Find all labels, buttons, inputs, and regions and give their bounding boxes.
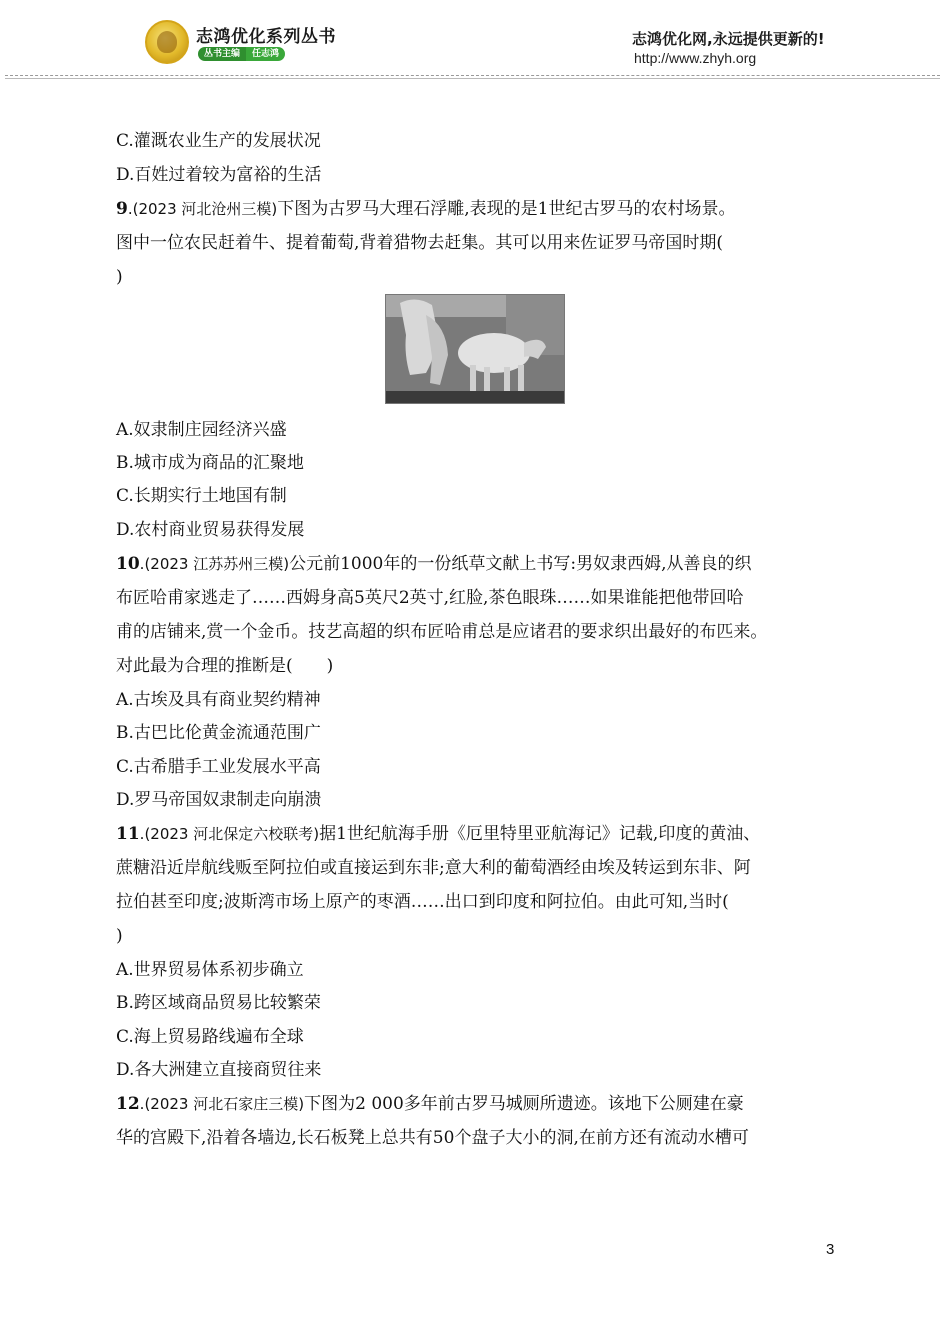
option-text: D.各大洲建立直接商贸往来	[116, 1060, 322, 1080]
question-source: .(2023 河北沧州三模)	[127, 200, 278, 218]
question-source: .(2023 河北保定六校联考)	[139, 825, 320, 843]
question-9-line	[116, 198, 735, 220]
question-number: 11	[116, 824, 140, 844]
question-text: 华的宫殿下,沿着各墙边,长石板凳上总共有50个盘子大小的洞,在前方还有流动水槽可	[116, 1128, 749, 1148]
page-number: 3	[826, 1241, 835, 1258]
publisher-logo	[145, 20, 189, 64]
question-number: 10	[116, 554, 140, 574]
question-number: 12	[116, 1094, 140, 1114]
option-text: B.城市成为商品的汇聚地	[116, 453, 304, 473]
option-text: A.奴隶制庄园经济兴盛	[116, 420, 287, 440]
question-text: 蔗糖沿近岸航线贩至阿拉伯或直接运到东非;意大利的葡萄酒经由埃及转运到东非、阿	[116, 858, 751, 878]
question-text: 下图为古罗马大理石浮雕,表现的是1世纪古罗马的农村场景。	[277, 199, 736, 219]
option-text: C.古希腊手工业发展水平高	[116, 757, 321, 777]
series-title: 志鸿优化系列丛书	[196, 27, 336, 47]
editor-label: 丛书主编	[198, 47, 246, 61]
option-text: A.世界贸易体系初步确立	[116, 960, 304, 980]
page-header	[0, 0, 950, 80]
header-url[interactable]: http://www.zhyh.org	[634, 50, 757, 66]
option-text: D.罗马帝国奴隶制走向崩溃	[116, 790, 322, 810]
header-rule-dashed	[5, 75, 940, 76]
option-text: A.古埃及具有商业契约精神	[116, 690, 321, 710]
option-text: D.百姓过着较为富裕的生活	[116, 165, 322, 185]
question-text: 公元前1000年的一份纸草文献上书写:男奴隶西姆,从善良的织	[289, 554, 752, 574]
header-slogan: 志鸿优化网,永远提供更新的!	[632, 30, 825, 48]
relief-drawing	[386, 295, 565, 404]
option-text: B.跨区域商品贸易比较繁荣	[116, 993, 321, 1013]
option-text: C.灌溉农业生产的发展状况	[116, 131, 321, 151]
question-text: )	[116, 926, 123, 946]
question-text: 图中一位农民赶着牛、提着葡萄,背着猎物去赶集。其可以用来佐证罗马帝国时期(	[116, 233, 724, 253]
question-source: .(2023 江苏苏州三模)	[139, 555, 290, 573]
question-text: 拉伯甚至印度;波斯湾市场上原产的枣酒……出口到印度和阿拉伯。由此可知,当时(	[116, 892, 729, 912]
question-text: )	[116, 267, 123, 287]
question-text: 据1世纪航海手册《厄里特里亚航海记》记载,印度的黄油、	[319, 824, 761, 844]
option-text: C.海上贸易路线遍布全球	[116, 1027, 304, 1047]
question-11-line	[116, 823, 760, 845]
option-text: C.长期实行土地国有制	[116, 486, 287, 506]
question-10-line	[116, 553, 752, 575]
roman-relief-image	[385, 294, 565, 404]
question-source: .(2023 河北石家庄三模)	[139, 1095, 305, 1113]
option-text: B.古巴比伦黄金流通范围广	[116, 723, 321, 743]
question-12-line	[116, 1093, 744, 1115]
editor-name: 任志鸿	[246, 47, 285, 61]
header-rule	[5, 78, 940, 79]
question-text: 下图为2 000多年前古罗马城厕所遗迹。该地下公厕建在豪	[304, 1094, 744, 1114]
editor-badge	[198, 47, 285, 61]
question-number: 9	[116, 199, 128, 219]
question-text: 甫的店铺来,赏一个金币。技艺高超的织布匠哈甫总是应诸君的要求织出最好的布匹来。	[116, 622, 768, 642]
option-text: D.农村商业贸易获得发展	[116, 520, 305, 540]
question-text: 对此最为合理的推断是( )	[116, 656, 334, 676]
question-text: 布匠哈甫家逃走了……西姆身高5英尺2英寸,红脸,茶色眼珠……如果谁能把他带回哈	[116, 588, 744, 608]
